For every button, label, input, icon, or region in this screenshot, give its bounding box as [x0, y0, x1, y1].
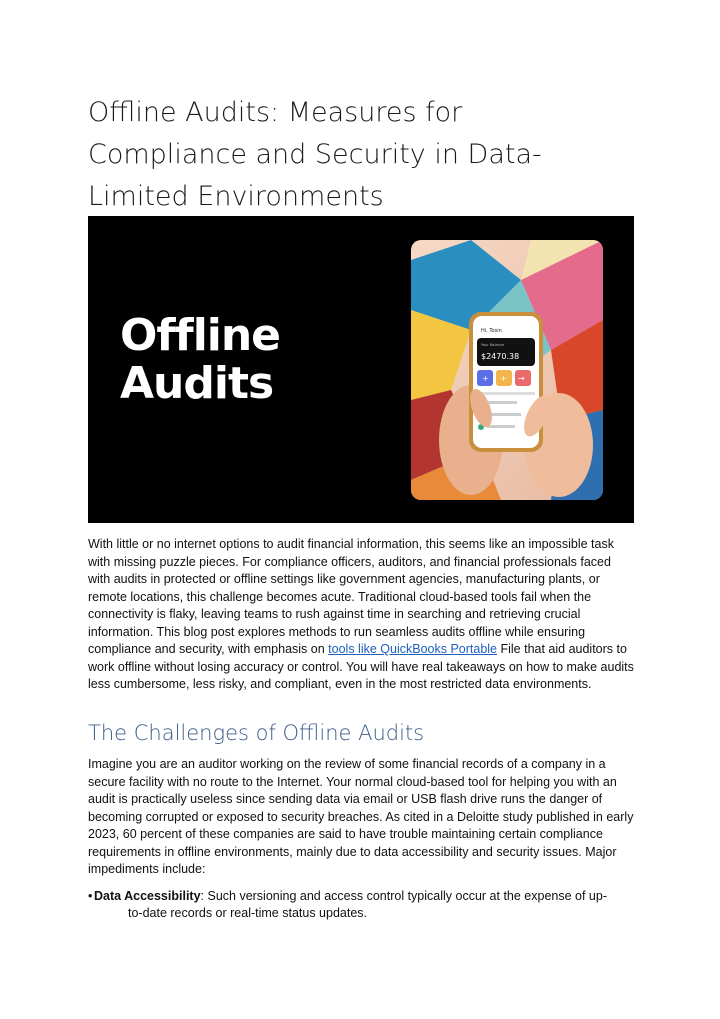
phone-greeting: Hi, Tosin — [481, 328, 502, 334]
phone-in-hands-illustration — [411, 240, 603, 500]
svg-text:+: + — [500, 374, 507, 383]
intro-paragraph — [88, 536, 636, 694]
hero-text — [120, 312, 280, 408]
bullet-text-line1: : Such versioning and access control typically occur at the expense of up- — [200, 889, 608, 903]
hero-photo — [411, 240, 603, 500]
bullet-marker: • — [88, 889, 93, 903]
bullet-item — [88, 888, 636, 922]
phone-balance: $2470.38 — [481, 352, 520, 361]
section-paragraph: Imagine you are an auditor working on the review of some financial records of a company in a secure facility with no route to the Internet. Your normal cloud-based tool for helping you with an audit is practically useless since sending data via email or USB flash drive runs the danger of becoming corrupted or exposed to security breaches. As cited in a Deloitte study published in early 2023, 60 percent of these companies are said to have trouble maintaining certain compliance requirements in offline environments, mainly due to data accessibility and security issues. Major impediments include: — [88, 757, 634, 876]
section-heading: The Challenges of Offline Audits — [88, 721, 425, 745]
intro-text-before-link: With little or no internet options to audit financial information, this seems like an impossible task with missing puzzle pieces. For compliance officers, auditors, and financial professionals faced with audits in protected or offline settings like government agencies, manufacturing plants, or remote locations, this challenge becomes acute. Traditional cloud-based tools fail when the connectivity is flaky, leaving teams to rush against time in searching and retrieving crucial information. This blog post explores methods to run seamless audits offline while ensuring compliance and security, with emphasis on — [88, 537, 614, 656]
hero-text-line1: Offline — [120, 310, 281, 361]
hero-image — [88, 216, 634, 523]
quickbooks-portable-link[interactable]: tools like QuickBooks Portable — [328, 642, 498, 656]
page-title: Offline Audits: Measures for Compliance and Security in Data-Limited Environments — [88, 97, 542, 212]
svg-text:→: → — [518, 374, 525, 383]
bullet-text-line2: to-date records or real-time status updates. — [128, 906, 368, 920]
svg-text:+: + — [482, 374, 489, 383]
hero-text-line2: Audits — [120, 358, 274, 409]
intro-text-after-link: File that aid auditors to work offline without losing accuracy or control. You will have real takeaways on how to make audits less cumbersome, less risky, and compliant, even in the most restricted data environments. — [88, 642, 634, 691]
bullet-term: Data Accessibility — [94, 889, 201, 903]
bullet-line1 — [88, 888, 636, 905]
phone-balance-label: Your Balance — [481, 343, 505, 347]
